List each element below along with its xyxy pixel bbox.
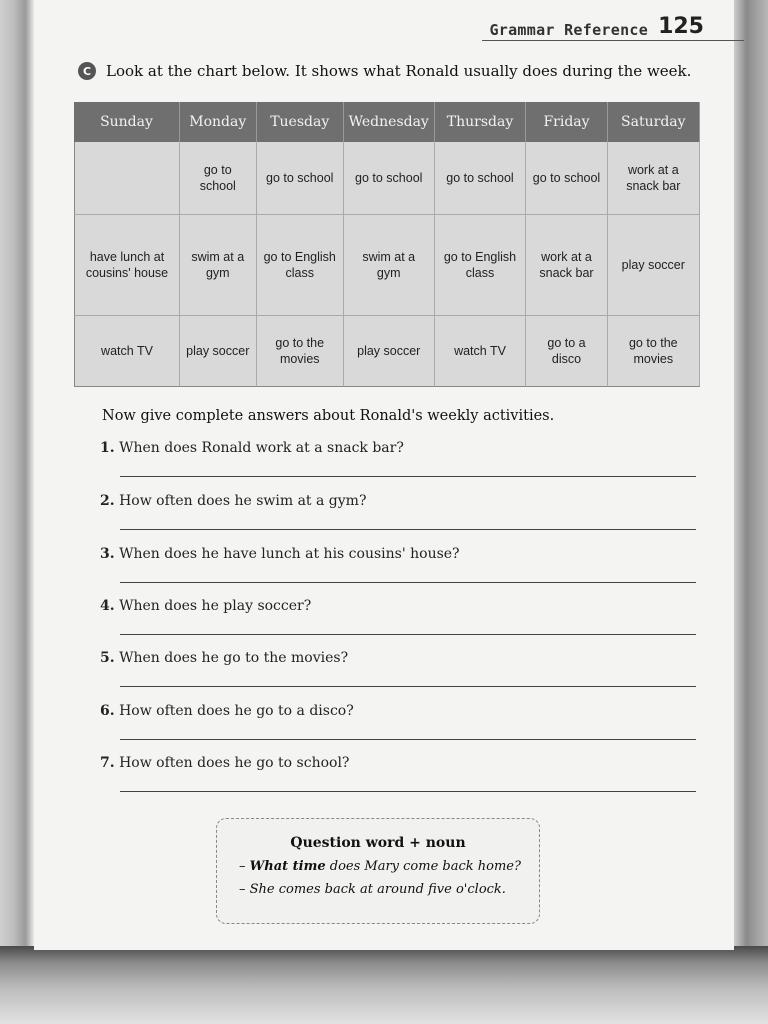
question-item	[100, 650, 696, 687]
note-dash: –	[239, 859, 250, 874]
table-row	[74, 215, 700, 316]
weekly-schedule-table	[74, 102, 700, 387]
table-cell: go to English class	[257, 215, 344, 316]
table-cell: go to school	[180, 142, 257, 215]
question-text: How often does he go to a disco?	[119, 703, 354, 719]
question-item	[100, 755, 696, 792]
note-question-word: What time	[249, 859, 326, 874]
table-cell: have lunch at cousins' house	[74, 215, 180, 316]
textbook-page	[34, 0, 734, 950]
day-header: Saturday	[608, 102, 700, 142]
table-row	[74, 142, 700, 215]
answer-line[interactable]	[120, 634, 696, 635]
note-example-answer	[239, 882, 539, 897]
answer-line[interactable]	[120, 739, 696, 740]
question-item	[100, 598, 696, 635]
question-text: When does he play soccer?	[119, 598, 312, 614]
day-header: Friday	[526, 102, 607, 142]
table-header-row	[74, 102, 700, 142]
table-cell: swim at a gym	[344, 215, 435, 316]
table-cell: play soccer	[608, 215, 700, 316]
page-edge-shadow	[732, 0, 768, 960]
question-number: 2.	[100, 493, 115, 509]
question-text: When does Ronald work at a snack bar?	[119, 440, 404, 456]
question-number: 6.	[100, 703, 115, 719]
table-cell: go to the movies	[257, 316, 344, 387]
question-number: 5.	[100, 650, 115, 666]
scanner-bottom-shadow	[0, 946, 768, 1024]
day-header: Monday	[180, 102, 257, 142]
question-item	[100, 546, 696, 583]
note-dash: –	[239, 882, 250, 897]
table-row	[74, 316, 700, 387]
table-cell: work at a snack bar	[608, 142, 700, 215]
answer-line[interactable]	[120, 476, 696, 477]
question-text: How often does he go to school?	[119, 755, 350, 771]
header-rule	[482, 40, 744, 41]
question-number: 3.	[100, 546, 115, 562]
answer-line[interactable]	[120, 791, 696, 792]
question-text: How often does he swim at a gym?	[119, 493, 367, 509]
grammar-note-box	[216, 818, 540, 924]
table-cell: go to school	[526, 142, 607, 215]
table-cell: work at a snack bar	[526, 215, 607, 316]
page-number: 125	[658, 14, 704, 39]
running-header	[489, 14, 704, 39]
day-header: Thursday	[435, 102, 527, 142]
table-cell	[74, 142, 180, 215]
exercise-badge: C	[78, 62, 96, 80]
answer-line[interactable]	[120, 686, 696, 687]
table-cell: play soccer	[180, 316, 257, 387]
question-item	[100, 440, 696, 477]
table-cell: go to a disco	[526, 316, 607, 387]
table-cell: go to school	[435, 142, 527, 215]
question-text: When does he have lunch at his cousins' house?	[119, 546, 460, 562]
answer-line[interactable]	[120, 582, 696, 583]
note-answer-text: She comes back at around five o'clock.	[249, 882, 506, 897]
answer-line[interactable]	[120, 529, 696, 530]
question-item	[100, 493, 696, 530]
section-title: Grammar Reference	[489, 21, 649, 39]
day-header: Tuesday	[257, 102, 344, 142]
table-cell: swim at a gym	[180, 215, 257, 316]
question-number: 1.	[100, 440, 115, 456]
book-spine-shadow	[0, 0, 34, 950]
answer-instruction: Now give complete answers about Ronald's weekly activities.	[102, 408, 555, 424]
note-question-rest: does Mary come back home?	[325, 859, 521, 874]
table-cell: go to school	[344, 142, 435, 215]
question-text: When does he go to the movies?	[119, 650, 349, 666]
note-example-question	[239, 859, 539, 874]
question-item	[100, 703, 696, 740]
question-number: 4.	[100, 598, 115, 614]
table-cell: go to the movies	[608, 316, 700, 387]
table-cell: watch TV	[435, 316, 527, 387]
table-cell: go to English class	[435, 215, 527, 316]
question-number: 7.	[100, 755, 115, 771]
table-cell: watch TV	[74, 316, 180, 387]
instruction-text: Look at the chart below. It shows what Ronald usually does during the week.	[106, 62, 692, 80]
exercise-instruction	[78, 62, 691, 80]
day-header: Sunday	[74, 102, 180, 142]
note-title: Question word + noun	[290, 835, 466, 851]
table-cell: go to school	[257, 142, 344, 215]
table-cell: play soccer	[344, 316, 435, 387]
day-header: Wednesday	[344, 102, 435, 142]
